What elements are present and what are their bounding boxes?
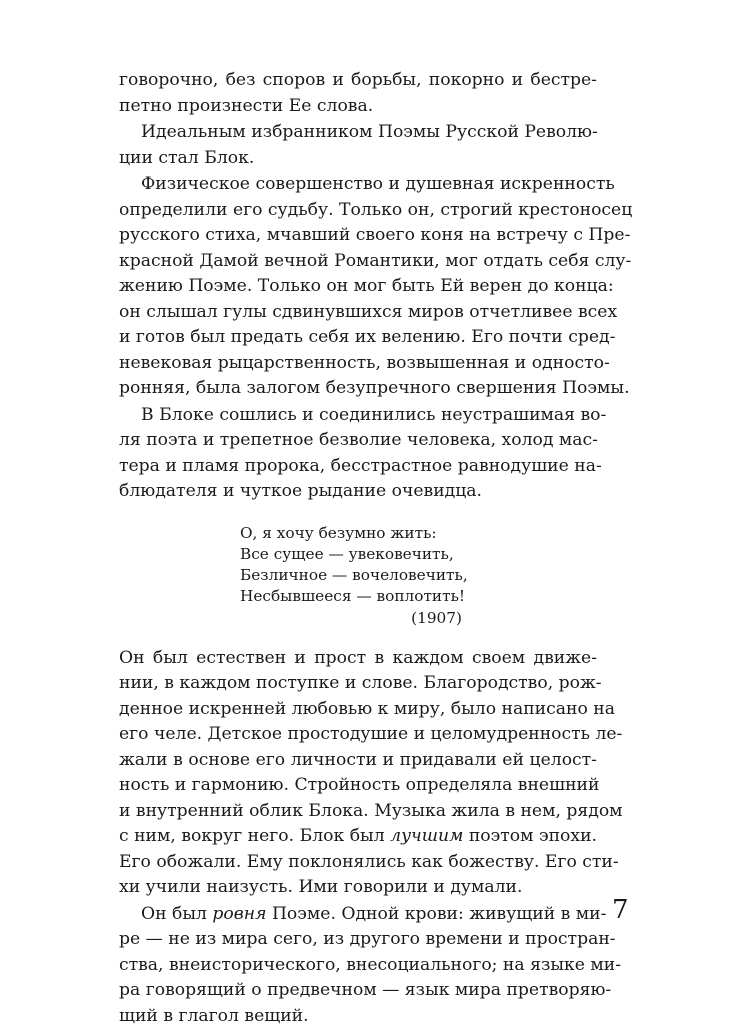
text-line: хи учили наизусть. Ими говорили и думали. xyxy=(119,875,597,901)
paragraph-6 xyxy=(119,902,597,1029)
text-line: и внутренний облик Блока. Музыка жила в нем, рядом xyxy=(119,799,597,825)
text-line: нии, в каждом поступке и слове. Благородство, рож- xyxy=(119,671,597,697)
text-fragment: Он был xyxy=(141,904,212,924)
text-line: невековая рыцарственность, возвышенная и односто- xyxy=(119,351,597,377)
text-line: Физическое совершенство и душевная искренность xyxy=(119,172,597,198)
poem-line: Безличное — вочеловечить, xyxy=(240,565,462,586)
text-line: говорочно, без споров и борьбы, покорно и бестре- xyxy=(119,68,597,94)
emphasis-word: ровня xyxy=(212,904,266,924)
body-text xyxy=(119,68,597,1029)
text-line: Идеальным избранником Поэмы Русской Револю- xyxy=(119,120,597,146)
text-line: В Блоке сошлись и соединились неустрашимая во- xyxy=(119,403,597,429)
poem-line: Все сущее — увековечить, xyxy=(240,544,462,565)
text-line: тера и пламя пророка, бесстрастное равнодушие на- xyxy=(119,454,597,480)
emphasis-word: лучшим xyxy=(390,826,463,846)
paragraph-5 xyxy=(119,646,597,901)
paragraph-3 xyxy=(119,172,597,402)
text-line-with-emphasis xyxy=(119,824,597,850)
text-line: ля поэта и трепетное безволие человека, холод мас- xyxy=(119,428,597,454)
poem-quote xyxy=(240,523,462,629)
text-line: и готов был предать себя их велению. Его почти сред- xyxy=(119,325,597,351)
text-line: определили его судьбу. Только он, строгий крестоносец xyxy=(119,198,597,224)
text-line: щий в глагол вещий. xyxy=(119,1004,597,1029)
text-line-with-emphasis xyxy=(119,902,597,928)
paragraph-4 xyxy=(119,403,597,505)
text-line: Он был естествен и прост в каждом своем движе- xyxy=(119,646,597,672)
text-line: блюдателя и чуткое рыдание очевидца. xyxy=(119,479,597,505)
text-line: Его обожали. Ему поклонялись как божеству. Его сти- xyxy=(119,850,597,876)
text-line: красной Дамой вечной Романтики, мог отдать себя слу- xyxy=(119,249,597,275)
text-line: ре — не из мира сего, из другого времени и простран- xyxy=(119,927,597,953)
text-line: ства, внеисторического, внесоциального; на языке ми- xyxy=(119,953,597,979)
text-fragment: Поэме. Одной крови: живущий в ми- xyxy=(266,904,606,924)
paragraph-1 xyxy=(119,68,597,119)
paragraph-2 xyxy=(119,120,597,171)
text-line: ра говорящий о предвечном — язык мира претворяю- xyxy=(119,978,597,1004)
text-line: денное искренней любовью к миру, было написано на xyxy=(119,697,597,723)
text-line: петно произнести Ее слова. xyxy=(119,94,597,120)
poem-year: (1907) xyxy=(240,607,462,629)
poem-line: О, я хочу безумно жить: xyxy=(240,523,462,544)
text-fragment: с ним, вокруг него. Блок был xyxy=(119,826,390,846)
text-line: русского стиха, мчавший своего коня на встречу с Пре- xyxy=(119,223,597,249)
text-line: жению Поэме. Только он мог быть Ей верен до конца: xyxy=(119,274,597,300)
text-line: ность и гармонию. Стройность определяла внешний xyxy=(119,773,597,799)
text-line: жали в основе его личности и придавали ей целост- xyxy=(119,748,597,774)
poem-line: Несбывшееся — воплотить! xyxy=(240,586,462,607)
text-line: ции стал Блок. xyxy=(119,146,597,172)
text-line: он слышал гулы сдвинувшихся миров отчетливее всех xyxy=(119,300,597,326)
page-number: 7 xyxy=(612,895,629,925)
text-line: ронняя, была залогом безупречного свершения Поэмы. xyxy=(119,376,597,402)
text-line: его челе. Детское простодушие и целомудренность ле- xyxy=(119,722,597,748)
text-fragment: поэтом эпохи. xyxy=(463,826,597,846)
